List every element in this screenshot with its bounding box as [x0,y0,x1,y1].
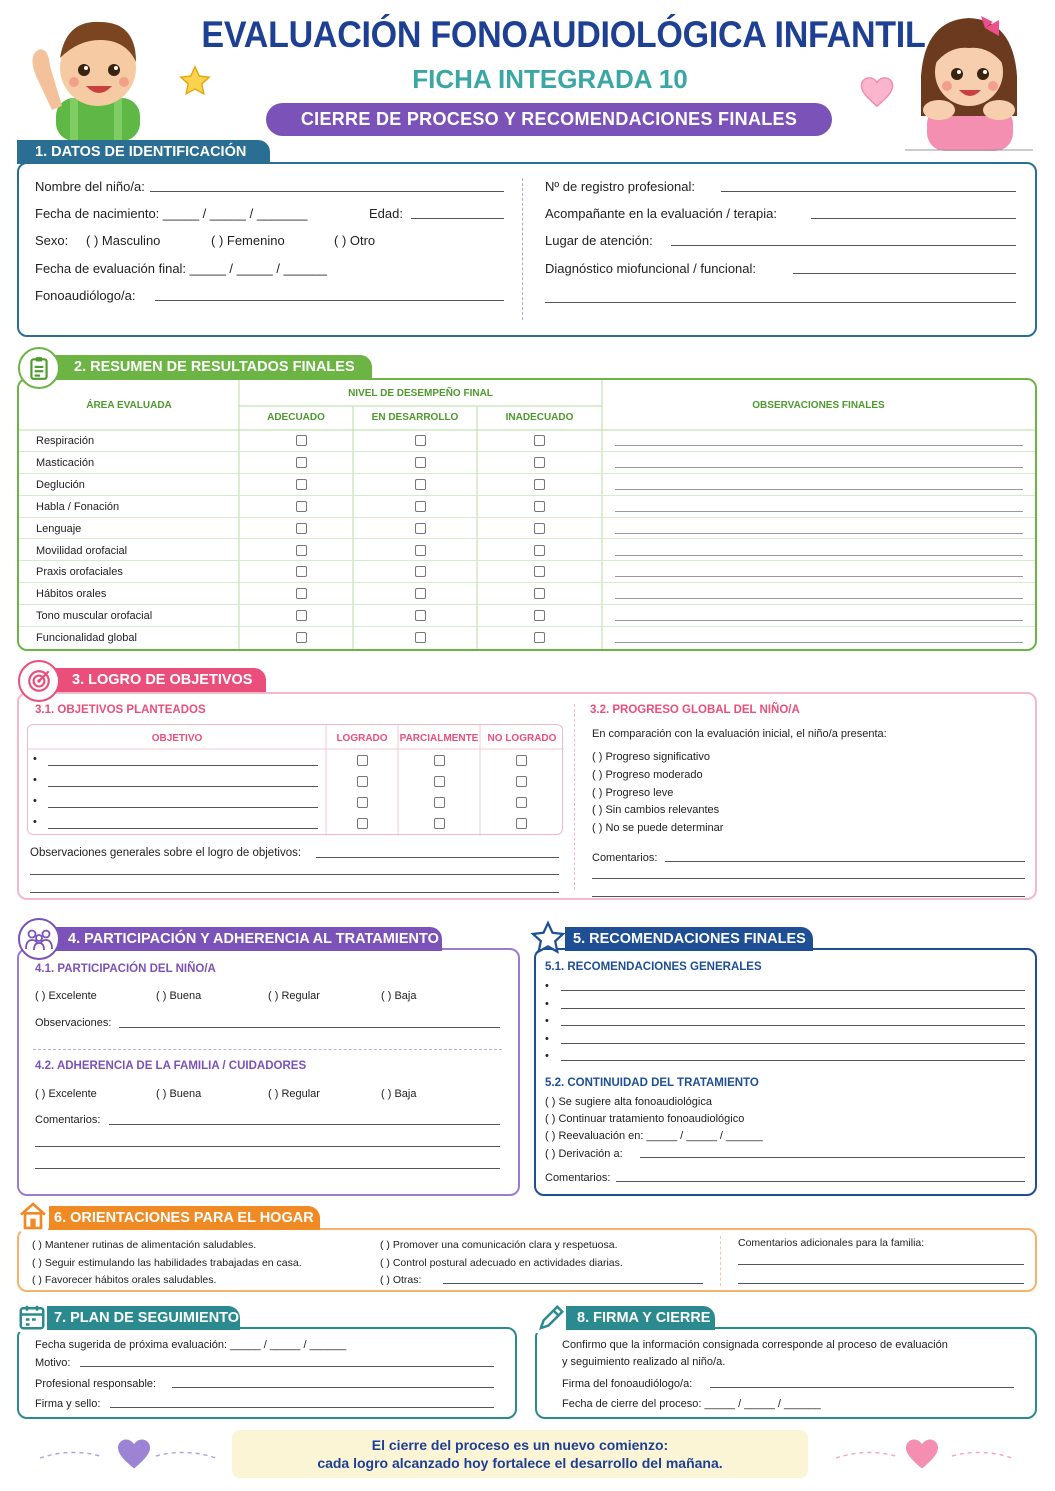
option-participacion[interactable]: ( ) Buena [156,990,202,1002]
checkbox-parcialmente[interactable] [434,755,445,766]
checkbox-inadecuado[interactable] [534,501,545,512]
checkbox-inadecuado[interactable] [534,588,545,599]
subtitle-adherencia: 4.2. ADHERENCIA DE LA FAMILIA / CUIDADORES [35,1060,307,1072]
field-comentarios-progreso-2[interactable] [592,878,1025,879]
option-orientacion[interactable]: ( ) Promover una comunicación clara y respetuosa. [380,1239,618,1251]
tab-plan-seguimiento: 7. PLAN DE SEGUIMIENTO [40,1306,240,1330]
field-diagnostico[interactable] [793,273,1016,274]
table-row [19,605,1035,627]
checkbox-logrado[interactable] [357,776,368,787]
label-comentarios-continuidad: Comentarios: [545,1172,611,1184]
checkbox-inadecuado[interactable] [534,523,545,534]
checkbox-adecuado[interactable] [296,566,307,577]
header-objetivo: OBJETIVO [151,733,203,744]
option-progreso[interactable]: ( ) No se puede determinar [592,822,724,835]
label-acompanante: Acompañante en la evaluación / terapia: [545,206,777,221]
footer-line-1: El cierre del proceso es un nuevo comienzo: [371,1437,669,1453]
tab-recomendaciones: 5. RECOMENDACIONES FINALES [565,927,813,951]
subtitle-objetivos: 3.1. OBJETIVOS PLANTEADOS [35,704,206,716]
label-registro: Nº de registro profesional: [545,179,695,194]
subtitle-progreso: 3.2. PROGRESO GLOBAL DEL NIÑO/A [590,704,800,716]
bullet: • [545,980,549,992]
page-subtitle: FICHA INTEGRADA 10 [412,64,688,94]
header-en-desarrollo: EN DESARROLLO [371,412,459,423]
checkbox-en-desarrollo[interactable] [415,588,426,599]
row-area-label: Lenguaje [36,522,82,535]
checkbox-inadecuado[interactable] [534,545,545,556]
checkbox-inadecuado[interactable] [534,632,545,643]
field-otras[interactable] [443,1283,703,1284]
table-row [19,540,1035,562]
field-fonoaudiologo[interactable] [155,300,504,301]
table-row [19,518,1035,540]
tab-resumen: 2. RESUMEN DE RESULTADOS FINALES [52,355,372,379]
field-comentarios-progreso-1[interactable] [665,861,1025,862]
row-area-label: Respiración [36,435,95,447]
option-participacion[interactable]: ( ) Baja [381,990,417,1002]
checkbox-en-desarrollo[interactable] [415,632,426,643]
checkbox-logrado[interactable] [357,818,368,829]
option-progreso[interactable]: ( ) Progreso moderado [592,768,703,781]
checkbox-inadecuado[interactable] [534,610,545,621]
divider [522,178,523,320]
label-fecha-evaluacion: Fecha de evaluación final: _____ / _____ / ______ [35,261,328,276]
option-reevaluacion[interactable]: ( ) Reevaluación en: _____ / _____ / ______ [545,1130,763,1142]
row-area-label: Tono muscular orofacial [36,610,153,623]
option-progreso[interactable]: ( ) Progreso significativo [592,751,710,763]
header-adecuado: ADECUADO [267,412,325,423]
tab-participacion: 4. PARTICIPACIÓN Y ADHERENCIA AL TRATAMIENTO [52,927,442,951]
observaciones-line[interactable] [615,467,1023,468]
checkbox-adecuado[interactable] [296,545,307,556]
option-participacion[interactable]: ( ) Excelente [35,990,97,1002]
calendar-icon [17,1302,47,1332]
bullet: • [545,1015,549,1027]
objetivo-line[interactable] [48,828,318,829]
checkbox-inadecuado[interactable] [534,566,545,577]
checkbox-adecuado[interactable] [296,501,307,512]
table-row [19,496,1035,518]
header-nivel: NIVEL DE DESEMPEÑO FINAL [348,388,493,399]
checkbox-en-desarrollo[interactable] [415,435,426,446]
field-nombre[interactable] [150,191,504,192]
bullet: • [545,997,549,1010]
divider [574,704,575,890]
field-comentarios-progreso-3[interactable] [592,896,1025,897]
table-row [19,561,1035,583]
table-row [19,627,1035,649]
option-orientacion[interactable]: ( ) Control postural adecuado en actividades diarias. [380,1256,623,1269]
heart-icon [904,1438,940,1470]
field-comentarios-adherencia-2[interactable] [35,1146,500,1147]
table-row [19,430,1035,452]
heart-icon [116,1438,152,1470]
field-comentarios-familia-1[interactable] [738,1264,1024,1265]
bullet: • [33,753,37,765]
header-area: ÁREA EVALUADA [86,400,172,411]
star-icon [530,920,566,956]
header-observaciones: OBSERVACIONES FINALES [752,400,885,411]
checkbox-adecuado[interactable] [296,479,307,490]
option-progreso[interactable]: ( ) Progreso leve [592,786,674,799]
field-comentarios-adherencia-1[interactable] [109,1124,500,1125]
header-inadecuado: INADECUADO [505,412,574,423]
label-motivo: Motivo: [35,1357,71,1369]
checkbox-en-desarrollo[interactable] [415,545,426,556]
checkbox-inadecuado[interactable] [534,435,545,446]
checkbox-no-logrado[interactable] [516,776,527,787]
text-confirmacion-1: Confirmo que la información consignada corresponde al proceso de evaluación [562,1339,948,1351]
checkbox-no-logrado[interactable] [516,818,527,829]
bullet: • [33,795,37,807]
option-adherencia[interactable]: ( ) Regular [268,1088,320,1100]
field-profesional[interactable] [172,1387,494,1388]
label-firma-fono: Firma del fonoaudiólogo/a: [562,1378,693,1390]
checkbox-en-desarrollo[interactable] [415,457,426,468]
divider [33,1049,502,1050]
label-profesional: Profesional responsable: [35,1378,157,1390]
option-adherencia[interactable]: ( ) Buena [156,1088,202,1100]
checkbox-logrado[interactable] [357,797,368,808]
section-participacion [17,948,520,1196]
label-edad: Edad: [369,206,403,221]
option-otro[interactable]: ( ) Otro [334,233,376,248]
checkbox-en-desarrollo[interactable] [415,610,426,621]
field-obs-objetivos-2[interactable] [30,874,559,875]
section-identificacion [17,162,1037,337]
checkbox-adecuado[interactable] [296,523,307,534]
field-obs-objetivos-3[interactable] [30,892,559,893]
row-area-label: Habla / Fonación [36,500,120,513]
option-femenino[interactable]: ( ) Femenino [211,233,285,248]
field-obs-objetivos-1[interactable] [316,857,559,858]
label-diagnostico: Diagnóstico miofuncional / funcional: [545,261,757,276]
field-lugar[interactable] [671,245,1016,246]
tab-orientaciones: 6. ORIENTACIONES PARA EL HOGAR [40,1206,320,1230]
header-logrado: LOGRADO [336,733,388,744]
table-row [28,772,564,793]
field-edad[interactable] [411,218,504,219]
bullet: • [545,1032,549,1045]
field-motivo[interactable] [80,1366,494,1367]
footer-line-2: cada logro alcanzado hoy fortalece el desarrollo del mañana. [317,1455,723,1471]
checkbox-en-desarrollo[interactable] [415,523,426,534]
observaciones-line[interactable] [615,598,1023,599]
option-masculino[interactable]: ( ) Masculino [86,233,161,248]
observaciones-line[interactable] [615,555,1023,556]
recomendacion-line[interactable] [561,1025,1025,1026]
recomendacion-line[interactable] [561,1043,1025,1044]
option-participacion[interactable]: ( ) Regular [268,990,320,1002]
label-fecha-proxima: Fecha sugerida de próxima evaluación: _____ / _____ / ______ [35,1339,347,1351]
checkbox-inadecuado[interactable] [534,457,545,468]
field-firma-fono[interactable] [710,1387,1014,1388]
header-parcialmente: PARCIALMENTE [399,733,479,744]
table-row [28,814,564,835]
bullet: • [545,1050,549,1062]
recomendacion-line[interactable] [561,1008,1025,1009]
field-diagnostico-2[interactable] [545,302,1016,303]
field-derivacion[interactable] [640,1157,1025,1158]
field-registro[interactable] [721,191,1016,192]
checkbox-adecuado[interactable] [296,610,307,621]
page-title: EVALUACIÓN FONOAUDIOLÓGICA INFANTIL [201,14,926,55]
observaciones-line[interactable] [615,511,1023,512]
objetivo-line[interactable] [48,807,318,808]
label-firma-sello: Firma y sello: [35,1398,101,1410]
home-icon [17,1200,49,1232]
checkbox-parcialmente[interactable] [434,818,445,829]
observaciones-line[interactable] [615,445,1023,446]
option-adherencia[interactable]: ( ) Baja [381,1088,417,1100]
checkbox-no-logrado[interactable] [516,797,527,808]
option-alta[interactable]: ( ) Se sugiere alta fonoaudiológica [545,1096,712,1108]
table-row [28,793,564,814]
label-comentarios-adherencia: Comentarios: [35,1114,101,1126]
label-nombre: Nombre del niño/a: [35,179,145,194]
header-no-logrado: NO LOGRADO [487,733,557,744]
field-firma-sello[interactable] [110,1407,494,1408]
objectives-table [27,724,563,835]
divider [720,1236,721,1286]
checkbox-adecuado[interactable] [296,588,307,599]
label-fonoaudiologo: Fonoaudiólogo/a: [35,288,136,303]
section-pill: CIERRE DE PROCESO Y RECOMENDACIONES FINALES [266,103,832,136]
recomendacion-line[interactable] [561,990,1025,991]
option-orientacion[interactable]: ( ) Seguir estimulando las habilidades trabajadas en casa. [32,1256,302,1269]
label-obs-objetivos: Observaciones generales sobre el logro de objetivos: [30,847,302,859]
field-comentarios-continuidad[interactable] [616,1181,1025,1182]
option-progreso[interactable]: ( ) Sin cambios relevantes [592,804,720,817]
text-intro-progreso: En comparación con la evaluación inicial, el niño/a presenta: [592,728,887,740]
objetivo-line[interactable] [48,786,318,787]
target-icon [18,660,60,702]
recomendacion-line[interactable] [561,1060,1025,1061]
checkbox-adecuado[interactable] [296,435,307,446]
checkbox-adecuado[interactable] [296,632,307,643]
field-comentarios-familia-2[interactable] [738,1283,1024,1284]
field-comentarios-adherencia-3[interactable] [35,1168,500,1169]
checkbox-logrado[interactable] [357,755,368,766]
family-icon [18,918,60,960]
label-comentarios-progreso: Comentarios: [592,852,658,864]
subtitle-participacion-nino: 4.1. PARTICIPACIÓN DEL NIÑO/A [35,963,216,975]
option-adherencia[interactable]: ( ) Excelente [35,1088,97,1100]
option-orientacion[interactable]: ( ) Favorecer hábitos orales saludables. [32,1274,217,1286]
checkbox-parcialmente[interactable] [434,776,445,787]
label-comentarios-familia: Comentarios adicionales para la familia: [738,1237,925,1249]
tab-identificacion: 1. DATOS DE IDENTIFICACIÓN [17,140,270,164]
tab-logro-objetivos: 3. LOGRO DE OBJETIVOS [52,668,266,692]
row-area-label: Movilidad orofacial [36,544,128,557]
checkbox-en-desarrollo[interactable] [415,566,426,577]
checkbox-parcialmente[interactable] [434,797,445,808]
tab-firma-cierre: 8. FIRMA Y CIERRE [565,1306,715,1330]
label-observaciones-participacion: Observaciones: [35,1017,112,1029]
bullet: • [33,774,37,786]
footer-message [232,1430,808,1478]
observaciones-line[interactable] [615,489,1023,490]
checkbox-inadecuado[interactable] [534,479,545,490]
label-sexo: Sexo: [35,233,69,248]
row-area-label: Deglución [36,478,85,491]
checkbox-no-logrado[interactable] [516,755,527,766]
observaciones-line[interactable] [615,642,1023,643]
label-lugar: Lugar de atención: [545,233,653,248]
field-acompanante[interactable] [811,218,1016,219]
table-row [19,452,1035,474]
checkbox-en-desarrollo[interactable] [415,479,426,490]
text-confirmacion-2: y seguimiento realizado al niño/a. [562,1356,726,1368]
row-area-label: Funcionalidad global [36,632,137,645]
pen-icon [536,1303,566,1333]
option-derivacion[interactable]: ( ) Derivación a: [545,1148,623,1160]
label-fecha-nacimiento: Fecha de nacimiento: _____ / _____ / _______ [35,206,308,221]
subtitle-continuidad: 5.2. CONTINUIDAD DEL TRATAMIENTO [545,1077,759,1089]
table-row [28,751,564,772]
row-area-label: Masticación [36,456,95,469]
bullet: • [33,816,37,828]
observaciones-line[interactable] [615,576,1023,577]
checkbox-en-desarrollo[interactable] [415,501,426,512]
option-orientacion[interactable]: ( ) Mantener rutinas de alimentación saludables. [32,1239,257,1251]
row-area-label: Praxis orofaciales [36,566,123,579]
row-area-label: Hábitos orales [36,588,107,601]
option-continuar[interactable]: ( ) Continuar tratamiento fonoaudiológico [545,1113,745,1125]
table-row [19,583,1035,605]
checkbox-adecuado[interactable] [296,457,307,468]
objetivo-line[interactable] [48,765,318,766]
label-fecha-cierre: Fecha de cierre del proceso: _____ / _____ / ______ [562,1398,821,1410]
results-table [19,380,1035,649]
field-observaciones-participacion[interactable] [119,1027,500,1028]
observaciones-line[interactable] [615,620,1023,621]
observaciones-line[interactable] [615,533,1023,534]
subtitle-recomendaciones-generales: 5.1. RECOMENDACIONES GENERALES [545,961,762,973]
option-orientacion[interactable]: ( ) Otras: [380,1274,422,1286]
table-row [19,474,1035,496]
